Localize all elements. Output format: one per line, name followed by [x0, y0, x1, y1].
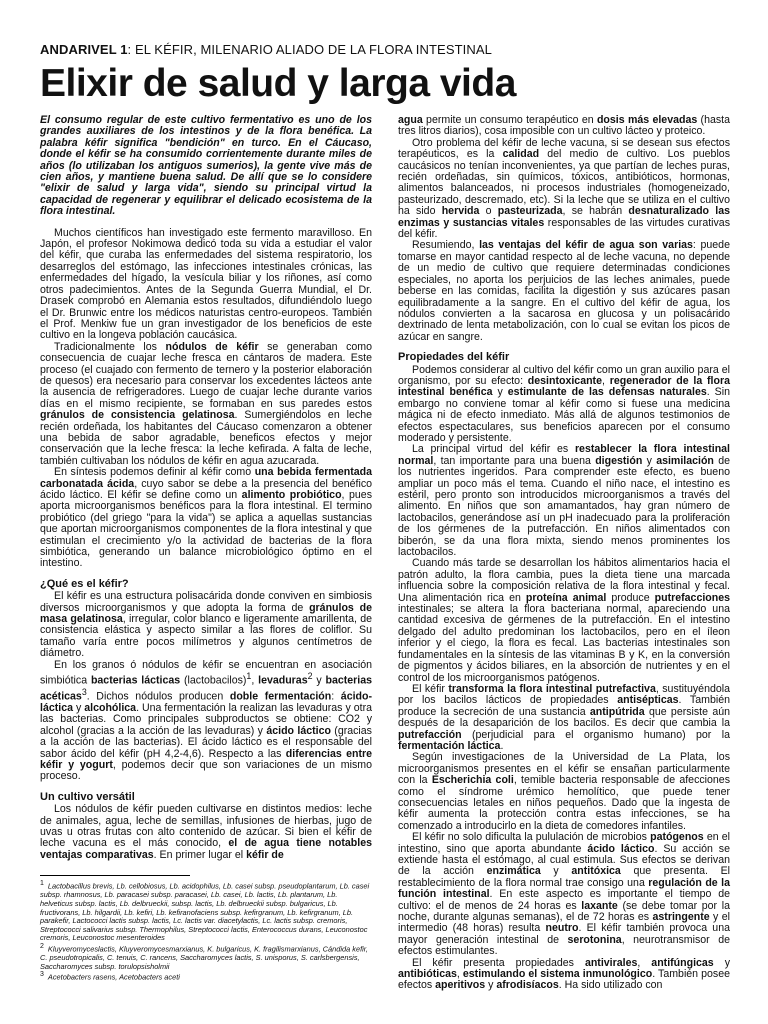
- series-subtitle: : EL KÉFIR, MILENARIO ALIADO DE LA FLORA INTESTINAL: [127, 42, 492, 57]
- section-kicker: [40, 42, 730, 57]
- paragraph: El kéfir no solo dificulta la pululación de microbios patógenos en el intestino, sino que aporta abundante ácido láctico. Su acción se extiende hasta el estómago, al cual estimula. Sus efectos se derivan de la acción enzimática y antitóxica que presenta. El restablecimiento de la flora normal trae consigo una regulación de la función intestinal. En este aspecto es importante el tiempo de cultivo: el de menos de 24 horas es laxante (se debe tomar por la noche, durante algunas semanas), el de 72 horas es astringente y el intermedio (48 horas) resulta neutro. El kéfir también provoca una mayor generación intestinal de serotonina, neurotransmisor de efectos estimulantes.: [398, 831, 731, 958]
- right-column: [398, 115, 730, 992]
- footnote-divider: [40, 875, 190, 876]
- paragraph: Los nódulos de kéfir pueden cultivarse en distintos medios: leche de animales, agua, leche de semillas, infusiones de hierbas, jugo de uvas u otras frutas con alto contenido de azúcar. Si bien el kéfir de leche vacuna es el más conocido, el de agua tiene notables ventajas comparativas. En primer lugar el kéfir de: [40, 803, 372, 861]
- paragraph: La principal virtud del kéfir es restablecer la flora intestinal normal, tan importante para una buena digestión y asimilación de los nutrientes ingeridos. Para comprender este efecto, es bueno ampliar un poco más el tema. Cuando el niño nace, el intestino es estéril, pero pronto son introducidos microorganismos a través del alimento. En niños que son amamantados, hay gran número de lactobacilos, generándose así un pH inadecuado para la proliferación de los gérmenes de la putrefacción. En niños alimentados con biberón, se da una flora mixta, siendo menos prominentes los lactobacilos.: [398, 443, 730, 559]
- paragraph: agua permite un consumo terapéutico en dosis más elevadas (hasta tres litros diarios), cosa imposible con un cultivo lácteo y proteico.: [398, 114, 730, 138]
- paragraph: Tradicionalmente los nódulos de kéfir se generaban como consecuencia de cuajar leche fresca en cántaros de madera. Este proceso (el cuajado con fermento de ternero y la posterior elaboración de quesos) era necesario para conservar los excedentes lácteos ante la ausencia de refrigeradores. Luego de cuajar leche durante varios días en el mismo recipiente, se formaban en sus paredes estos gránulos de consistencia gelatinosa. Sumergiéndolos en leche recién ordeñada, los habitantes del Cáucaso comenzaron a obtener una bebida de sabor agradable, beneficos efectos y mejor conservación que la leche fresca: la leche kefirada. A falta de leche, también cultivaban los nódulos de kéfir en agua azucarada.: [40, 340, 372, 467]
- paragraph: Otro problema del kéfir de leche vacuna, si se desean sus efectos terapéuticos, es la calidad del medio de cultivo. Los pueblos caucásicos no tenían inconvenientes, ya que partían de leches puras, recién ordeñadas, sin químicos, tóxicos, antibióticos, hormonas, alimentos balanceados, ni procesos industriales (homogeneizado, pasteurizado, descremado, etc). Si la leche que se utiliza en el cultivo ha sido hervida o pasteurizada, se habrán desnaturalizado las enzimas y sustancias vitales responsables de las virtudes curativas del kéfir.: [398, 136, 730, 241]
- paragraph: Muchos científicos han investigado este fermento maravilloso. En Japón, el profesor Nokimowa dedicó toda su vida a estudiar el valor del kéfir, que curaba las enfermedades del sistema respiratorio, los desarreglos del estómago, las infecciones intestinales crónicas, las enfermedades del hígado, la vesícula biliar y los riñones, así como otros padecimientos. Antes de la Segunda Guerra Mundial, el Dr. Drasek comprobó en Alemania estos resultados, difundiéndolo luego el Dr. Brunwic entre los médicos naturistas centro-europeos. También el Prof. Menkiw fue un gran investigador de los beneficios de este cultivo en la longeva población caucásica.: [40, 226, 372, 342]
- lead-paragraph: El consumo regular de este cultivo fermentativo es uno de los grandes auxiliares de los intestinos y de la flora benéfica. La palabra kéfir significa "bendición" en turco. En el Cáucaso, donde el kéfir se ha consumido corrientemente durante miles de años (lo utilizaban los antiguos sumerios), la gente vive más de cien años, y mantiene buena salud. De allí que se lo considere "elixir de salud y larga vida", siendo su principal virtud la capacidad de regenerar y equilibrar el delicado ecosistema de la flora intestinal.: [40, 114, 372, 218]
- paragraph: El kéfir presenta propiedades antivirales, antifúngicas y antibióticas, estimulando el sistema inmunológico. También posee efectos aperitivos y afrodisíacos. Ha sido utilizado con: [398, 956, 731, 992]
- paragraph: Cuando más tarde se desarrollan los hábitos alimentarios hacia el patrón adulto, la flora cambia, pues la dieta tiene una marcada influencia sobre la composición relativa de la flora intestinal y fecal. Una alimentación rica en proteína animal produce putrefacciones intestinales; se altera la flora bacteriana normal, apareciendo una cantidad excesiva de gérmenes de la putrefacción. En el intestino delgado del adulto predominan los lactobacilos, pero en el íleon inferior y el ciego, la flora es fecal. Las bacterias intestinales son fundamentales en la síntesis de las vitaminas B y K, en la conversión de pigmentos y ácidos biliares, en la absorción de nutrientes y en el control de los microorganismos patógenos.: [398, 557, 731, 684]
- footnote: $^2$ Kluyveromyceslactis, Kluyveromycesmarxianus, K. bulgaricus, K. fragilismarxianus, Cándida kefir, C. pseudotropicalis, C. tenuis, C. rancens, Saccharomyces lactis, S. unisporus, S. carlsbergensis, Saccharomyces subsp. torulopsisholmii: [40, 942, 368, 971]
- paragraph: El kéfir transforma la flora intestinal putrefactiva, sustituyéndola por los bacilos lácticos de propiedades antisépticas. También produce la secreción de una sustancia antipútrida que persiste aún después de la desaparición de los bacilos. Es decir que cambia la putrefacción (perjudicial para el organismo humano) por la fermentación láctica.: [398, 682, 730, 752]
- paragraph: En los granos ó nódulos de kéfir se encuentran en asociación simbiótica bacterias lácticas (lactobacilos)$^1$, levaduras$^2$ y bacterias acéticas$^3$. Dichos nódulos producen doble fermentación: ácido-láctica y alcohólica. Una fermentación la realizan las levaduras y otra las bacterias. Como principales subproductos se obtiene: CO2 y alcohol (gracias a la acción de las levaduras) y ácido láctico (gracias a la acción de las bacterias). El ácido láctico es el responsable del sabor ácido del kéfir (pH 4,2-4,6). Respecto a las diferencias entre kéfir y yogurt, podemos decir que son variaciones de un mismo proceso.: [40, 658, 373, 783]
- paragraph: Según investigaciones de la Universidad de La Plata, los microorganismos presentes en el kéfir se ensañan particularmente con la Escherichia coli, temible bacteria responsable de afecciones como el síndrome urémico hemolítico, que puede tener consecuencias letales en niños pequeños. Dado que la ingesta de kéfir aumenta la protección contra estas infecciones, se ha comenzado a introducirlo en la dieta de comedores infantiles.: [398, 751, 730, 832]
- footnote: $^3$ Acetobacters rasens, Acetobacters aceti: [40, 971, 180, 982]
- paragraph: Podemos considerar al cultivo del kéfir como un gran auxilio para el organismo, por su efecto: desintoxicante, regenerador de la flora intestinal benéfica y estimulante de las defensas naturales. Sin embargo no conviene tomar al kéfir como si fuese una medicina mágica ni de efecto inmediato. Más allá de algunos testimonios de efectos espectaculares, sus beneficios aparecen por el consumo moderado y persistente.: [398, 363, 730, 444]
- paragraph: En síntesis podemos definir al kéfir como una bebida fermentada carbonatada ácida, cuyo sabor se debe a la presencia del benéfico ácido láctico. El kéfir se define como un alimento probiótico, pues aporta microorganismos benéficos para la flora intestinal. El termino probiótico (del griego "para la vida") se aplica a aquellas sustancias que aportan microorganismos componentes de la flora intestinal y que estimulan el crecimiento y/o la actividad de bacterias de la flora simbiótica, generando un balance microbiológico óptimo en el intestino.: [40, 466, 373, 570]
- paragraph: El kéfir es una estructura polisacárida donde conviven en simbiosis diversos microorganismos y que adopta la forma de gránulos de masa gelatinosa, irregular, color blanco e ligeramente amarillenta, de consistencia elástica y aspecto similar a las flores de coliflor. Su tamaño varía entre pocos milímetros y algunos centímetros de diámetro.: [40, 590, 372, 660]
- page: [40, 40, 730, 1015]
- series-label: ANDARIVEL 1: [40, 42, 128, 57]
- footnote: $^1$ Lactobacillus brevis, Lb. cellobiosus, Lb. acidophilus, Lb. casei subsp. pseudoplantarum, Lb. casei subsp. rhamnosus, Lb. paracasei subsp. paracasei, Lb. casei, Lb. lactis, Lb. plantarum, Lb. helveticus subsp. lactis, Lb. delbrueckii, subsp. lactis, Lb. delbrueckii subsp. bulgaricus, Lb. fructivorans, Lb. hilgardii, Lb. kefiri, Lb. kefiranofaciens subsp. kefirgranum, Lb. kefirgranum, Lb. parakefir, Lactococci lactis subsp. lactis, Lc. lactis var. diacetylactis, Lc. lactis subsp. cremoris, Streptococci salivarius subsp. Thermophilus, Streptococci lactis, Enterococcus durans, Leuconostoc cremoris, Leuconostoc mesenteroides: [40, 880, 370, 943]
- section-heading: Un cultivo versátil: [40, 790, 135, 803]
- left-column: [40, 115, 372, 992]
- paragraph: Resumiendo, las ventajas del kéfir de agua son varias: puede tomarse en mayor cantidad respecto al de leche vacuna, no depende de un medio de cultivo que requiere determinadas condiciones especiales, no aporta los perjuicios de las leches animales, puede beberse en las comidas, facilita la digestión y sus azúcares pasan equilibradamente a la sangre. En el cultivo del kéfir de agua, los nódulos convierten a la sacarosa en glucosa y un polisacárido dextrinado de lenta metabolización, con lo cual se evitan los picos de azúcar en sangre.: [398, 239, 730, 343]
- article-body: [40, 115, 730, 992]
- section-heading: Propiedades del kéfir: [398, 351, 510, 364]
- article-title: Elixir de salud y larga vida: [40, 62, 516, 105]
- section-heading: ¿Qué es el kéfir?: [40, 577, 129, 590]
